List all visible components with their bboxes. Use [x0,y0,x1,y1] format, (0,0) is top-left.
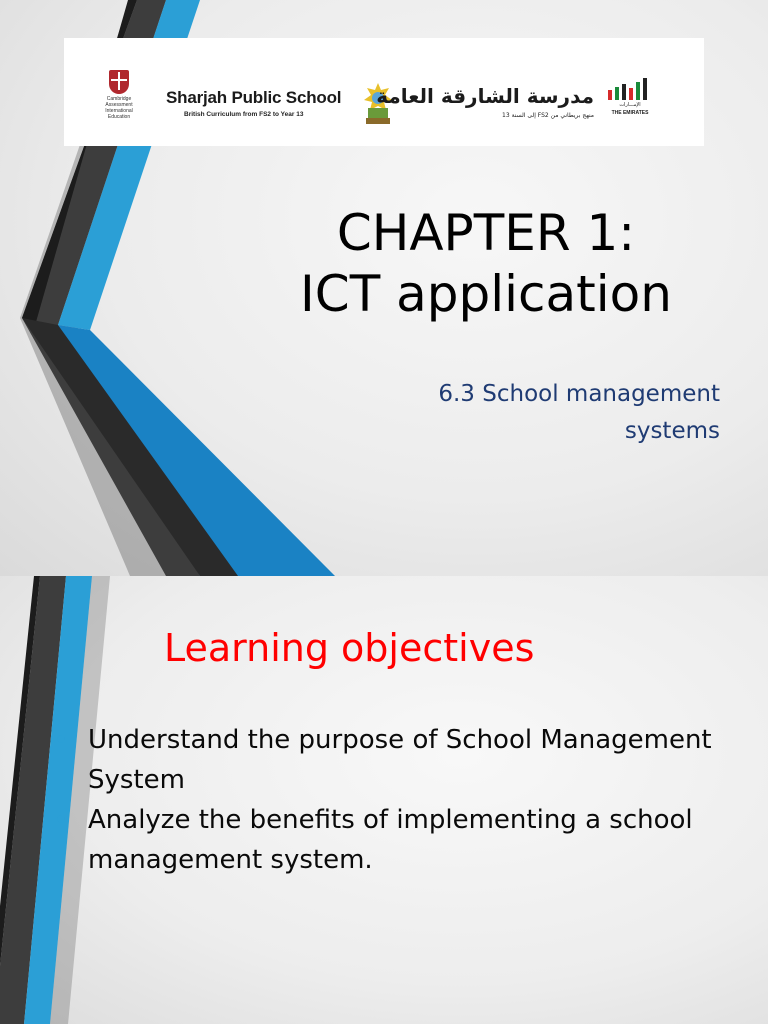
cambridge-logo-line: Cambridge [106,96,132,102]
chapter-subtitle [300,376,720,450]
cambridge-shield-icon [109,70,129,94]
list-item [54,800,744,880]
objectives-list [54,720,744,880]
school-tagline-arabic: منهج بريطاني من FS2 إلى السنة 13 [502,112,594,119]
school-logo-banner [64,38,704,146]
objectives-slide [0,576,768,1024]
uae-flag-bars-icon [606,78,656,100]
the-emirates-logo [602,78,658,124]
chapter-title [236,203,736,325]
chapter-title-line-2: ICT application [300,265,672,323]
school-name-arabic: مدرسة الشارقة العامة [376,84,594,108]
school-name-english: Sharjah Public School [166,88,342,107]
chapter-title-line-1: CHAPTER 1: [336,204,636,262]
list-item [54,720,744,800]
cambridge-logo-line: International [105,108,133,114]
bullet-icon: • [54,806,69,834]
emirates-logo-english: THE EMIRATES [611,110,649,116]
objective-text: Understand the purpose of School Management System [88,725,712,795]
cambridge-logo-line: Education [107,114,131,120]
cambridge-logo-line: Assessment [105,102,133,108]
school-tagline-english: British Curriculum from FS2 to Year 13 [184,111,304,118]
emirates-logo-arabic: الإمـــارات [619,102,641,108]
objective-text: Analyze the benefits of implementing a school management system. [88,805,693,875]
cambridge-logo [94,70,144,130]
learning-objectives-heading: Learning objectives [164,626,535,670]
subtitle-line-1: 6.3 School management [438,381,720,407]
bullet-icon: • [54,726,69,754]
subtitle-line-2: systems [624,418,720,444]
